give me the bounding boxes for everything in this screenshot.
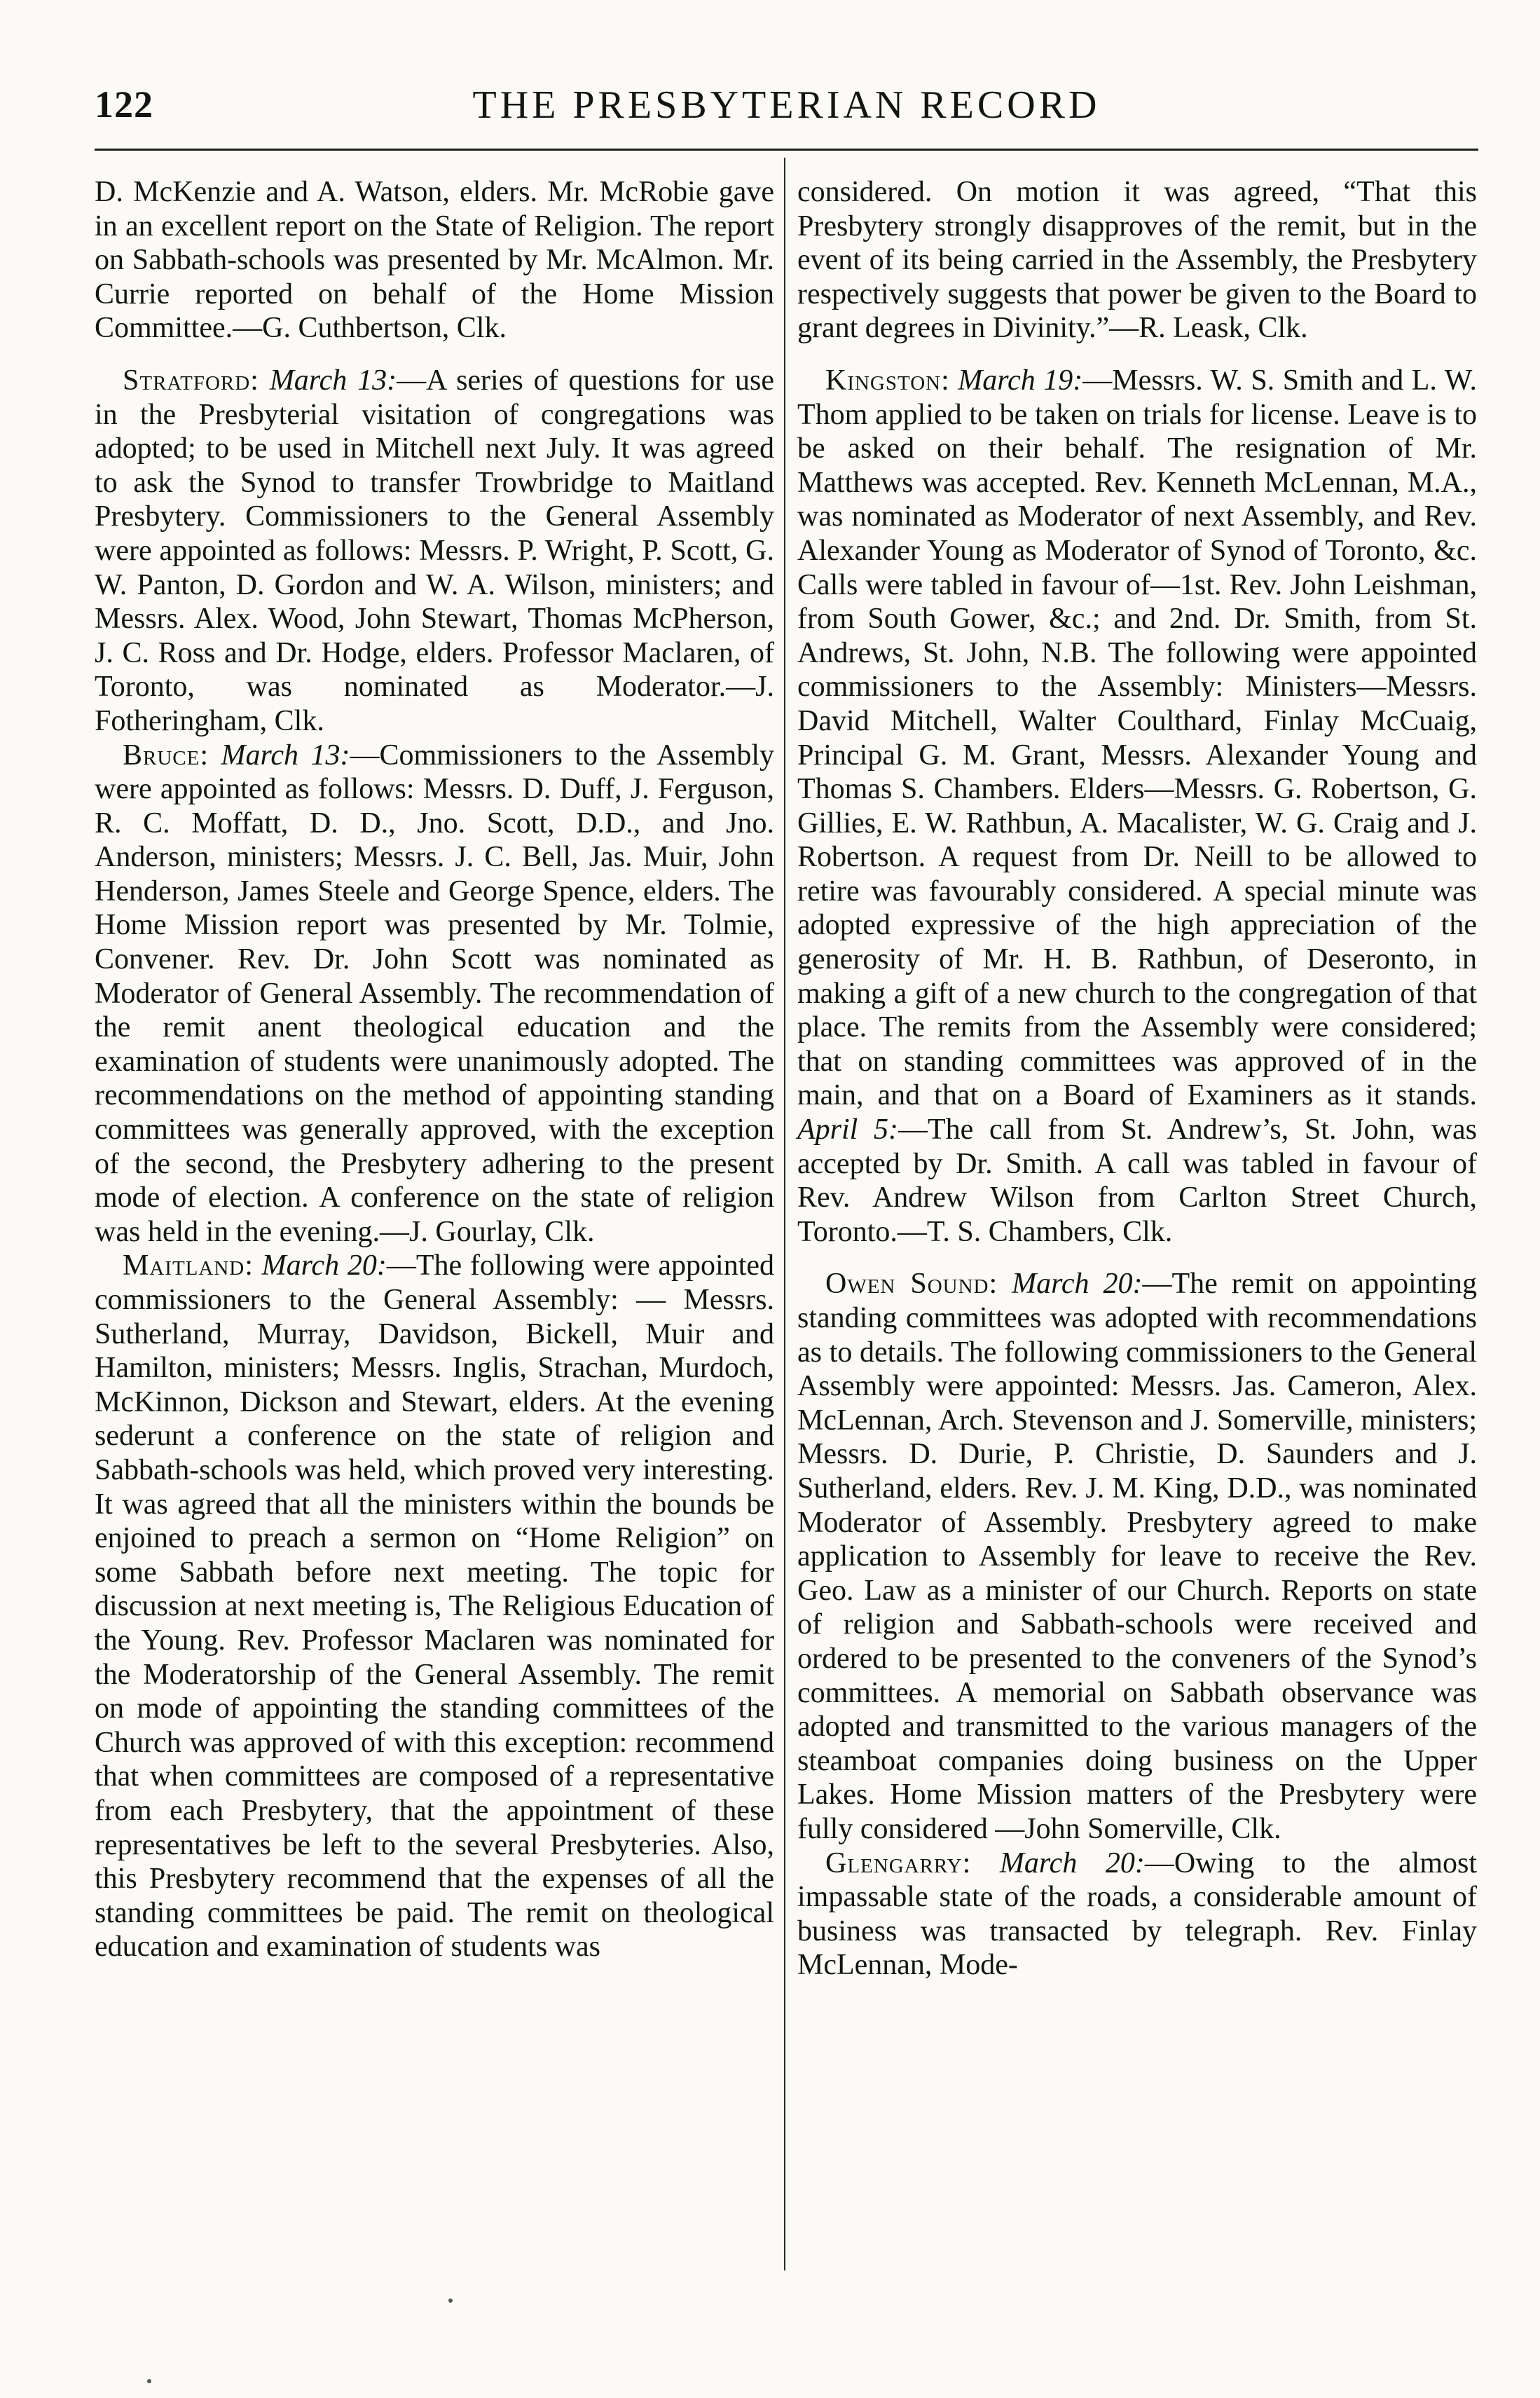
left-column [95,175,774,1964]
continuation-paragraph: considered. On motion it was agreed, “That this Presbytery strongly disapproves of the remit, but in the event of its being carried in the Assembly, the Presbytery respectively suggests that power be given to the Board to grant degrees in Divinity.”—R. Leask, Clk. [797,176,1477,345]
bruce-report [95,739,774,1249]
second-report-text: —The call from St. Andrew’s, St. John, was accepted by Dr. Smith. A call was tabled in favour of Rev. Andrew Wilson from Carlton Street Church, Toronto.—T. S. Chambers, Clk. [797,1114,1477,1248]
kingston-report [797,364,1477,1249]
print-speck [448,2298,453,2303]
second-meeting-date: April 5: [797,1114,898,1146]
report-text: —Commissioners to the Assembly were appointed as follows: Messrs. D. Duff, J. Ferguson, R. C. Moffatt, D. D., Jno. Scott, D.D., and Jno. Anderson, ministers; Messrs. J. C. Bell, Jas. Muir, John Henderson, James Steele and George Spence, elders. The Home Mission report was presented by Mr. Tolmie, Convener. Rev. Dr. John Scott was nominated as Moderator of General Assembly. The recommendation of the remit anent theological education and the examination of students were unanimously adopted. The recommendations on the method of appointing standing committees was generally approved, with the exception of the second, the Presbytery adhering to the present mode of election. A conference on the state of religion was held in the evening.—J. Gourlay, Clk. [95,739,775,1248]
stratford-report [95,364,774,739]
presbytery-name: Maitland: [123,1249,254,1282]
column-divider [784,158,785,2270]
report-text: —Messrs. W. S. Smith and L. W. Thom applied to be taken on trials for license. Leave is to be asked on their behalf. The resignation of Mr. Matthews was accepted. Rev. Kenneth McLennan, M.A., was nominated as Moderator of next Assembly, and Rev. Alexander Young as Moderator of Synod of Toronto, &c. Calls were tabled in favour of—1st. Rev. John Leishman, from South Gower, &c.; and 2nd. Dr. Smith, from St. Andrews, St. John, N.B. The following were appointed commissioners to the Assembly: Ministers—Messrs. David Mitchell, Walter Coulthard, Finlay McCuaig, Principal G. M. Grant, Messrs. Alexander Young and Thomas S. Chambers. Elders—Messrs. G. Robertson, G. Gillies, E. W. Rathbun, A. Macalister, W. G. Craig and J. Robertson. A request from Dr. Neill to be allowed to retire was favourably considered. A special minute was adopted expressive of the high appreciation of the generosity of Mr. H. B. Rathbun, of Deseronto, in making a gift of a new church to the congregation of that place. The remits from the Assembly were considered; that on standing committees was approved of in the main, and that on a Board of Examiners as it stands. [797,364,1477,1112]
meeting-date: March 13: [269,364,397,397]
meeting-date: March 20: [261,1249,387,1282]
right-column [797,175,1477,1982]
meeting-date: March 13: [221,739,350,772]
meeting-date: March 19: [958,364,1083,397]
maitland-report [95,1249,774,1964]
owen-sound-report [797,1267,1477,1846]
presbytery-name: Kingston: [825,364,950,397]
presbytery-name: Bruce: [123,739,209,772]
running-title: THE PRESBYTERIAN RECORD [472,83,1101,127]
report-text: —A series of questions for use in the Presbyterial visitation of congregations was adopted; to be used in Mitchell next July. It was agreed to ask the Synod to transfer Trowbridge to Maitland Presbytery. Commissioners to the General Assembly were appointed as follows: Messrs. P. Wright, P. Scott, G. W. Panton, D. Gordon and W. A. Wilson, ministers; and Messrs. Alex. Wood, John Stewart, Thomas McPherson, J. C. Ross and Dr. Hodge, elders. Professor Maclaren, of Toronto, was nominated as Moderator.—J. Fotheringham, Clk. [95,364,774,737]
header-rule [95,149,1478,151]
glengarry-report [797,1847,1477,1982]
presbytery-name: Stratford: [123,364,259,397]
report-text: —Owing to the almost impassable state of the roads, a considerable amount of business was transacted by telegraph. Rev. Finlay McLennan, Mode- [797,1847,1478,1982]
print-speck [147,2379,151,2383]
meeting-date: March 20: [999,1847,1145,1879]
report-text: —The remit on appointing standing committees was adopted with recommendations as to details. The following commissioners to the General Assembly were appointed: Messrs. Jas. Cameron, Alex. McLennan, Arch. Stevenson and J. Somerville, ministers; Messrs. D. Durie, P. Christie, D. Saunders and J. Sutherland, elders. Rev. J. M. King, D.D., was nominated Moderator of Assembly. Presbytery agreed to make application to Assembly for leave to receive the Rev. Geo. Law as a minister of our Church. Reports on state of religion and Sabbath-schools were received and ordered to be presented to the conveners of the Synod’s committees. A memorial on Sabbath observance was adopted and transmitted to the various managers of the steamboat companies doing business on the Upper Lakes. Home Mission matters of the Presbytery were fully considered —John Somerville, Clk. [797,1268,1477,1845]
presbytery-name: Glengarry: [825,1847,972,1879]
report-text: —The following were appointed commissioners to the General Assembly: — Messrs. Sutherland, Murray, Davidson, Bickell, Muir and Hamilton, ministers; Messrs. Inglis, Strachan, Murdoch, McKinnon, Dickson and Stewart, elders. At the evening sederunt a conference on the state of religion and Sabbath-schools was held, which proved very interesting. It was agreed that all the ministers within the bounds be enjoined to preach a sermon on “Home Religion” on some Sabbath before next meeting. The topic for discussion at next meeting is, The Religious Education of the Young. Rev. Professor Maclaren was nominated for the Moderatorship of the General Assembly. The remit on mode of appointing the standing committees of the Church was approved of with this exception: recommend that when committees are composed of a representative from each Presbytery, that the appointment of these representatives be left to the several Presbyteries. Also, this Presbytery recommend that the expenses of all the standing committees be paid. The remit on theological education and examination of students was [95,1249,775,1964]
page-number: 122 [95,83,153,125]
meeting-date: March 20: [1012,1268,1143,1301]
page-header [95,83,1478,139]
presbytery-name: Owen Sound: [825,1268,998,1301]
intro-paragraph: D. McKenzie and A. Watson, elders. Mr. McRobie gave in an excellent report on the State of Religion. The report on Sabbath-schools was presented by Mr. McAlmon. Mr. Currie reported on behalf of the Home Mission Committee.—G. Cuthbertson, Clk. [95,176,774,345]
